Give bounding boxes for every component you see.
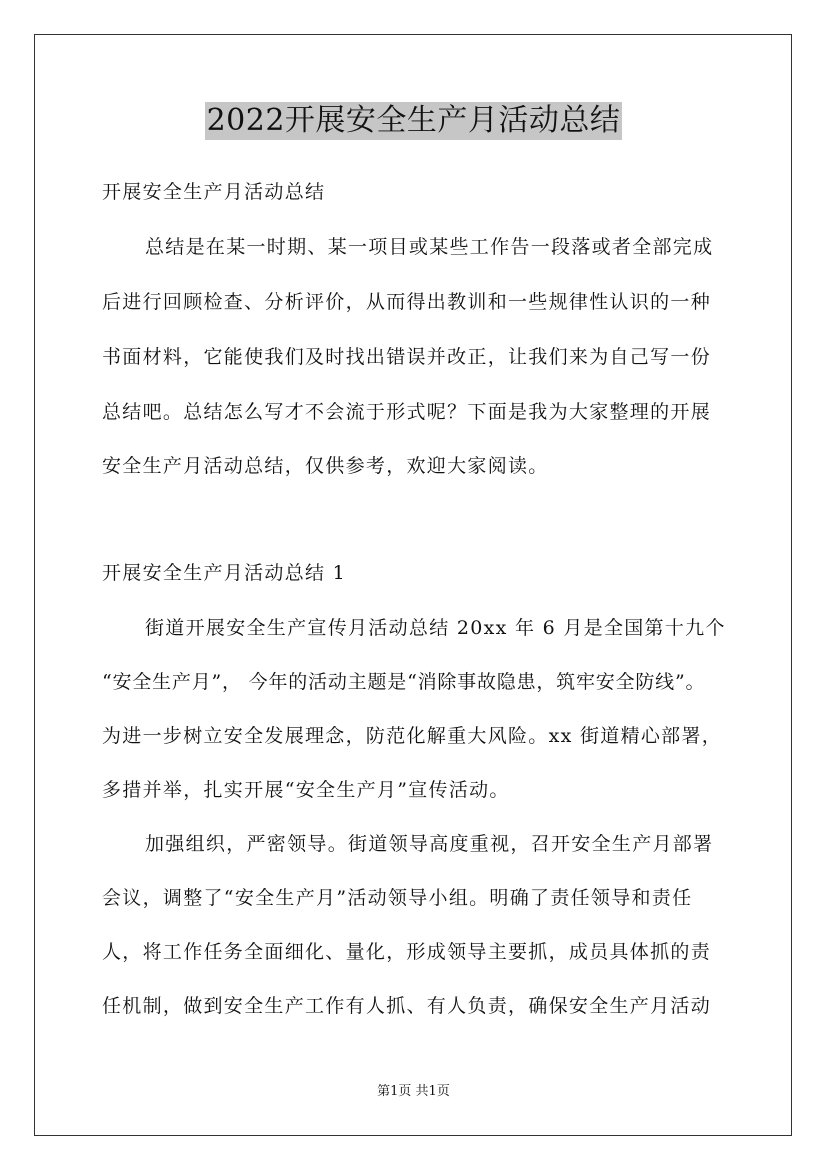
intro-line-2: 后进行回顾检查、分析评价，从而得出教训和一些规律性认识的一种: [102, 291, 712, 313]
section1-para2-line-3: 人，将工作任务全面细化、量化，形成领导主要抓，成员具体抓的责: [102, 941, 712, 963]
section1-para2-line-2: 会议，调整了“安全生产月”活动领导小组。明确了责任领导和责任: [102, 887, 693, 909]
page-footer: 第1页 共1页: [377, 1084, 450, 1099]
intro-line-3: 书面材料，它能使我们及时找出错误并改正，让我们来为自己写一份: [102, 346, 712, 368]
section1-para1-line-2: “安全生产月”， 今年的活动主题是“消除事故隐患，筑牢安全防线”。: [102, 671, 706, 693]
intro-line-5: 安全生产月活动总结，仅供参考，欢迎大家阅读。: [102, 455, 549, 477]
intro-line-1: 总结是在某一时期、某一项目或某些工作告一段落或者全部完成: [145, 236, 714, 258]
section1-para2-line-1: 加强组织，严密领导。街道领导高度重视，召开安全生产月部署: [145, 833, 714, 855]
section1-para1-line-1: 街道开展安全生产宣传月活动总结 20xx 年 6 月是全国第十九个: [145, 617, 726, 639]
section1-para1-line-4: 多措并举，扎实开展“安全生产月”宣传活动。: [102, 779, 510, 801]
section-heading: 开展安全生产月活动总结: [102, 181, 326, 203]
document-title: 2022开展安全生产月活动总结: [206, 103, 621, 138]
title-container: [0, 102, 827, 140]
section1-para2-line-4: 任机制，做到安全生产工作有人抓、有人负责，确保安全生产月活动: [102, 995, 712, 1017]
section1-para1-line-3: 为进一步树立安全发展理念，防范化解重大风险。xx 街道精心部署，: [102, 725, 723, 747]
section1-heading: 开展安全生产月活动总结 1: [102, 562, 347, 584]
intro-line-4: 总结吧。总结怎么写才不会流于形式呢？下面是我为大家整理的开展: [102, 401, 712, 423]
